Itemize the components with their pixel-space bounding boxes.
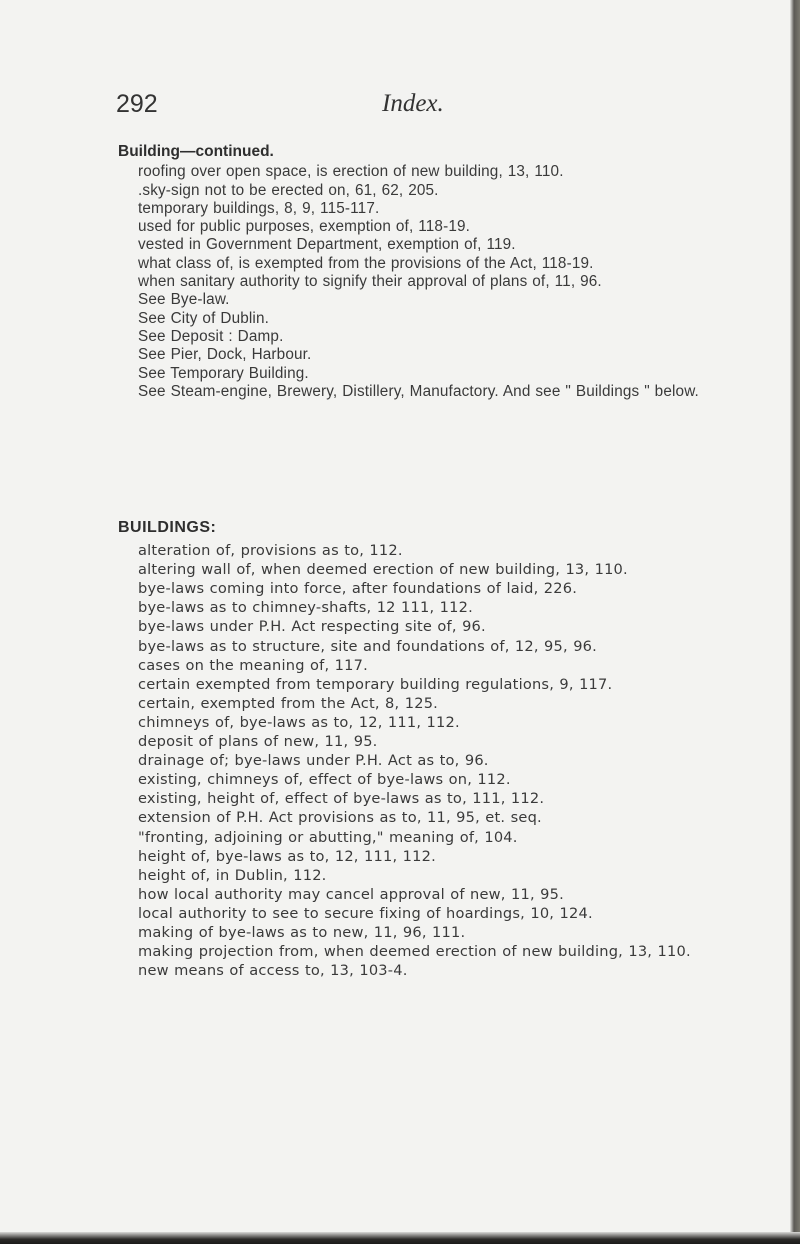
cross-reference: See Deposit : Damp. bbox=[138, 327, 284, 345]
index-entry: bye-laws coming into force, after foundations of laid, 226. bbox=[138, 580, 578, 598]
index-entry: altering wall of, when deemed erection of new building, 13, 110. bbox=[138, 561, 628, 579]
index-entry: .sky-sign not to be erected on, 61, 62, 205. bbox=[138, 181, 439, 199]
index-entry: bye-laws as to chimney-shafts, 12 111, 112. bbox=[138, 599, 473, 617]
index-entry: how local authority may cancel approval of new, 11, 95. bbox=[138, 885, 564, 903]
index-entry: alteration of, provisions as to, 112. bbox=[138, 542, 403, 560]
cross-reference: See Bye-law. bbox=[138, 291, 230, 309]
index-entry: temporary buildings, 8, 9, 115-117. bbox=[138, 199, 380, 217]
page-bottom-edge-shadow bbox=[0, 1232, 800, 1244]
buildings-index-section bbox=[118, 518, 778, 980]
index-entry: making of bye-laws as to new, 11, 96, 111. bbox=[138, 923, 466, 941]
index-entry: roofing over open space, is erection of new building, 13, 110. bbox=[138, 163, 564, 181]
index-entry: existing, chimneys of, effect of bye-laws on, 112. bbox=[138, 771, 511, 789]
index-entry: new means of access to, 13, 103-4. bbox=[138, 962, 408, 980]
index-entry: drainage of; bye-laws under P.H. Act as to, 96. bbox=[138, 752, 489, 770]
index-entry: bye-laws as to structure, site and foundations of, 12, 95, 96. bbox=[138, 637, 598, 655]
building-heading: Building—continued. bbox=[118, 143, 274, 160]
index-entry: what class of, is exempted from the provisions of the Act, 118-19. bbox=[138, 254, 594, 272]
index-entry: "fronting, adjoining or abutting," meaning of, 104. bbox=[138, 828, 518, 846]
cross-reference: See Steam-engine, Brewery, Distillery, Manufactory. And see " Buildings " below. bbox=[138, 382, 699, 400]
index-entry: existing, height of, effect of bye-laws as to, 111, 112. bbox=[138, 790, 545, 808]
page-right-edge-shadow bbox=[790, 0, 800, 1244]
index-entry: vested in Government Department, exemption of, 119. bbox=[138, 236, 516, 254]
running-title: Index. bbox=[382, 90, 444, 117]
cross-reference: See City of Dublin. bbox=[138, 309, 270, 327]
buildings-heading: BUILDINGS: bbox=[118, 519, 217, 536]
index-entry: certain exempted from temporary building regulations, 9, 117. bbox=[138, 675, 613, 693]
index-entry: when sanitary authority to signify their approval of plans of, 11, 96. bbox=[138, 273, 602, 291]
index-entry: certain, exempted from the Act, 8, 125. bbox=[138, 694, 439, 712]
index-entry: height of, in Dublin, 112. bbox=[138, 866, 327, 884]
index-entry: deposit of plans of new, 11, 95. bbox=[138, 733, 378, 751]
index-entry: local authority to see to secure fixing of hoardings, 10, 124. bbox=[138, 904, 593, 922]
cross-reference: See Temporary Building. bbox=[138, 364, 309, 382]
page-number: 292 bbox=[116, 90, 158, 118]
building-index-section bbox=[118, 143, 778, 401]
index-entry: used for public purposes, exemption of, 118-19. bbox=[138, 218, 471, 236]
index-entry: extension of P.H. Act provisions as to, 11, 95, et. seq. bbox=[138, 809, 542, 827]
cross-reference: See Pier, Dock, Harbour. bbox=[138, 346, 312, 364]
index-entry: bye-laws under P.H. Act respecting site of, 96. bbox=[138, 618, 486, 636]
index-entry: making projection from, when deemed erection of new building, 13, 110. bbox=[138, 943, 691, 961]
index-entry: chimneys of, bye-laws as to, 12, 111, 112. bbox=[138, 713, 460, 731]
index-entry: cases on the meaning of, 117. bbox=[138, 656, 368, 674]
index-entry: height of, bye-laws as to, 12, 111, 112. bbox=[138, 847, 436, 865]
